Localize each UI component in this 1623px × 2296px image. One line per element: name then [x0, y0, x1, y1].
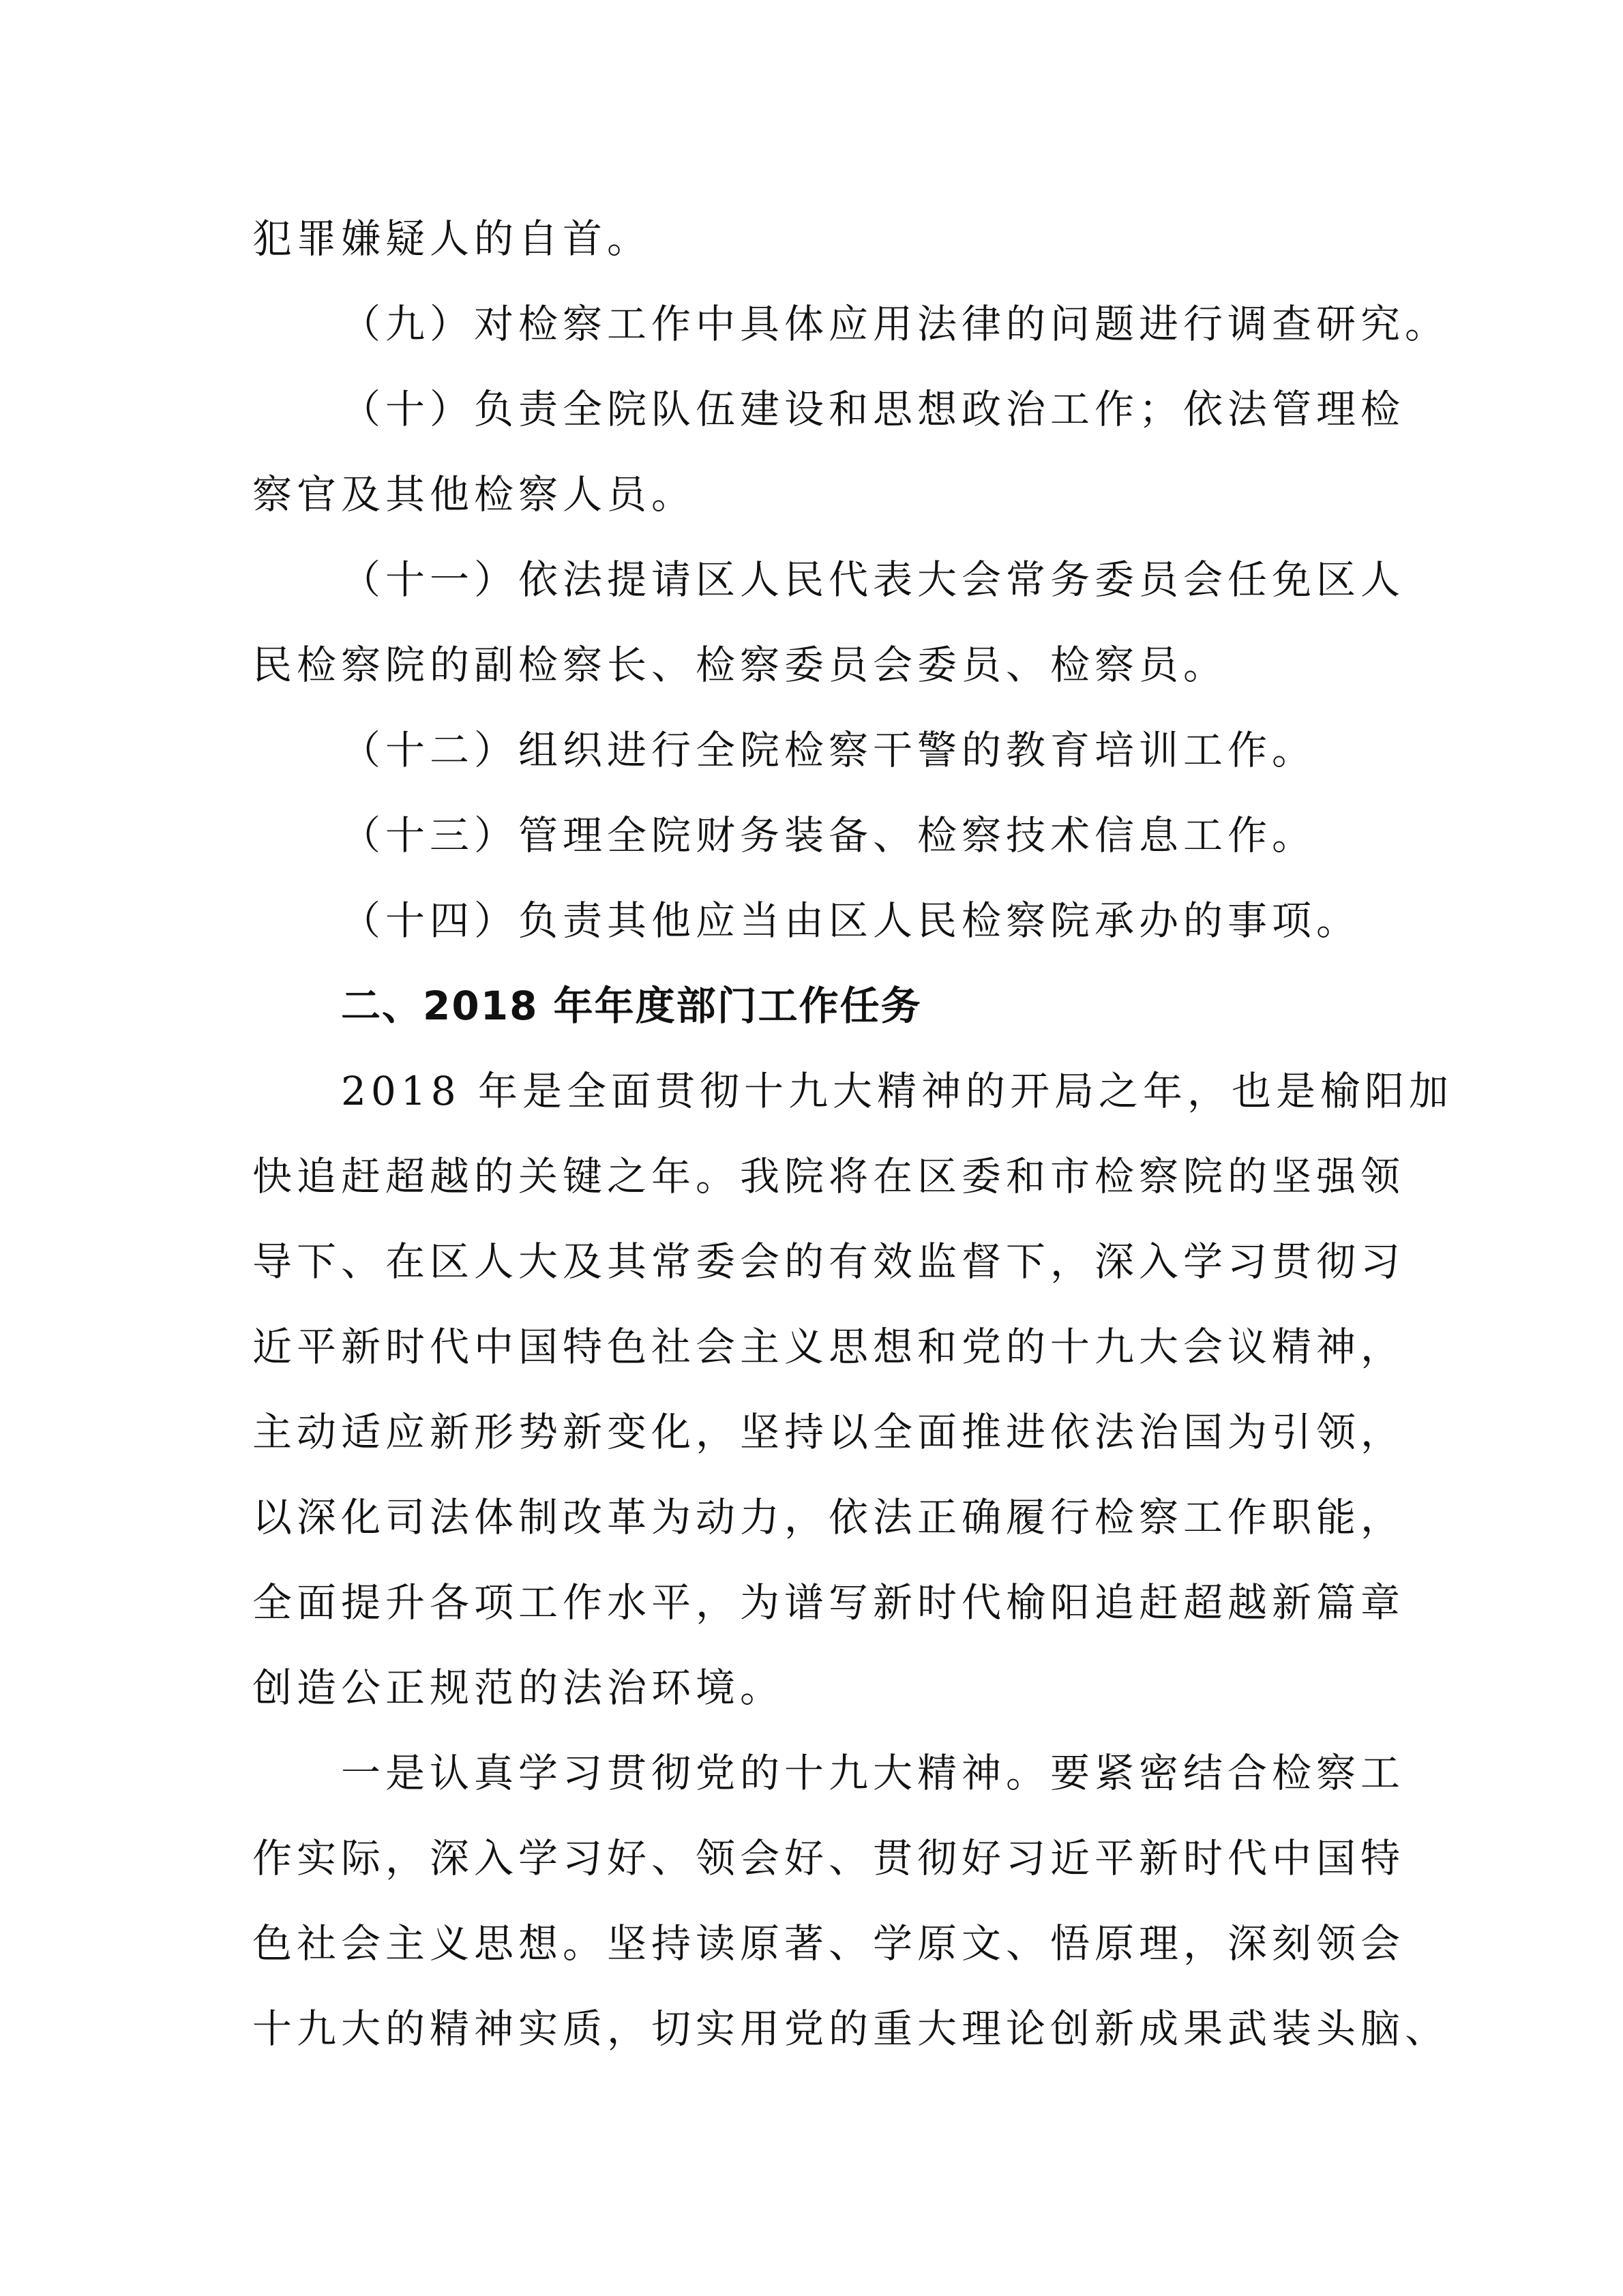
- text-line: 近平新时代中国特色社会主义思想和党的十九大会议精神，: [252, 1324, 1405, 1370]
- text-line: 以深化司法体制改革为动力，依法正确履行检察工作职能，: [252, 1494, 1405, 1540]
- text-line: 民检察院的副检察长、检察委员会委员、检察员。: [252, 642, 1228, 688]
- text-line: （十四）负责其他应当由区人民检察院承办的事项。: [341, 897, 1361, 944]
- text-line: （十二）组织进行全院检察干警的教育培训工作。: [341, 727, 1317, 773]
- text-line: （十一）依法提请区人民代表大会常务委员会任免区人: [341, 556, 1405, 603]
- text-line: 色社会主义思想。坚持读原著、学原文、悟原理，深刻领会: [252, 1920, 1405, 1967]
- text-line: 全面提升各项工作水平，为谱写新时代榆阳追赶超越新篇章: [252, 1579, 1405, 1626]
- text-line: 2018 年是全面贯彻十九大精神的开局之年，也是榆阳加: [341, 1068, 1454, 1114]
- text-line: 主动适应新形势新变化，坚持以全面推进依法治国为引领，: [252, 1409, 1405, 1455]
- text-line: 十九大的精神实质，切实用党的重大理论创新成果武装头脑、: [252, 2006, 1450, 2052]
- text-line: 犯罪嫌疑人的自首。: [252, 215, 652, 262]
- text-line: （十三）管理全院财务装备、检察技术信息工作。: [341, 812, 1317, 859]
- text-line: （九）对检察工作中具体应用法律的问题进行调查研究。: [341, 301, 1450, 347]
- text-line: 快追赶超越的关键之年。我院将在区委和市检察院的坚强领: [252, 1153, 1405, 1199]
- text-line: （十）负责全院队伍建设和思想政治工作；依法管理检: [341, 386, 1405, 432]
- text-line: 作实际，深入学习好、领会好、贯彻好习近平新时代中国特: [252, 1835, 1405, 1881]
- text-line: 创造公正规范的法治环境。: [252, 1665, 785, 1711]
- text-line: 导下、在区人大及其常委会的有效监督下，深入学习贯彻习: [252, 1238, 1405, 1285]
- section-heading: 二、2018 年年度部门工作任务: [341, 983, 922, 1029]
- text-line: 一是认真学习贯彻党的十九大精神。要紧密结合检察工: [341, 1750, 1405, 1796]
- text-line: 察官及其他检察人员。: [252, 471, 696, 518]
